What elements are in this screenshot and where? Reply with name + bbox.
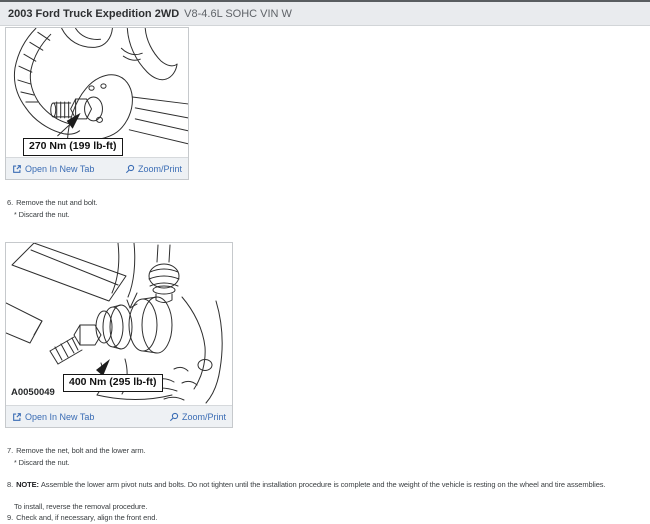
open-in-new-tab-label: Open In New Tab [25, 411, 95, 422]
figure2-zoom-print-link[interactable] [169, 412, 226, 422]
install-note [14, 501, 147, 512]
figure2-drawing [6, 243, 232, 406]
step-8-text: Assemble the lower arm pivot nuts and bolts. Do not tighten until the installation procedure is complete and the weight of the vehicle is resting on the wheel and tire assemblies. [40, 480, 606, 489]
open-in-new-tab-label: Open In New Tab [25, 163, 95, 174]
step-9 [7, 512, 157, 523]
figure2-id: A0050049 [11, 387, 55, 398]
title-bar [0, 0, 650, 26]
install-note-text: To install, reverse the removal procedure. [14, 502, 148, 511]
zoom-print-label: Zoom/Print [137, 163, 182, 174]
step-6-sub-text: Discard the nut. [18, 210, 70, 219]
step-6-number: 6. [7, 198, 14, 207]
step-7-number: 7. [7, 446, 14, 455]
figure1-open-in-new-tab-link[interactable] [12, 164, 94, 174]
step-6-sub-marker: * [14, 212, 17, 219]
vehicle-subtitle: V8-4.6L SOHC VIN W [184, 7, 292, 20]
magnifier-icon [169, 412, 179, 422]
figure2-card [5, 242, 233, 428]
step-8-number: 8. [7, 480, 14, 489]
step-9-text: Check and, if necessary, align the front end. [16, 513, 158, 522]
step-7 [7, 445, 146, 456]
step-9-number: 9. [7, 513, 14, 522]
step-7-sub-marker: * [14, 460, 17, 467]
step-7-sub [14, 457, 70, 469]
figure1-torque-label: 270 Nm (199 lb-ft) [23, 138, 123, 156]
figure2-open-in-new-tab-link[interactable] [12, 412, 94, 422]
open-in-new-tab-icon [12, 412, 22, 422]
vehicle-title: 2003 Ford Truck Expedition 2WD [8, 7, 180, 20]
step-6-sub [14, 209, 70, 221]
magnifier-icon [125, 164, 135, 174]
figure2-torque-label: 400 Nm (295 lb-ft) [63, 374, 163, 392]
figure1-linkbar [6, 157, 188, 179]
figure1-zoom-print-link[interactable] [125, 164, 182, 174]
step-6-text: Remove the nut and bolt. [16, 198, 98, 207]
step-7-sub-text: Discard the nut. [18, 458, 70, 467]
step-7-text: Remove the net, bolt and the lower arm. [16, 446, 146, 455]
step-8-note-label: NOTE: [16, 480, 39, 489]
zoom-print-label: Zoom/Print [181, 411, 226, 422]
step-8 [7, 479, 605, 490]
open-in-new-tab-icon [12, 164, 22, 174]
step-6 [7, 197, 97, 208]
figure1-drawing [6, 28, 188, 158]
figure2-linkbar [6, 405, 232, 427]
figure1-card [5, 27, 189, 180]
